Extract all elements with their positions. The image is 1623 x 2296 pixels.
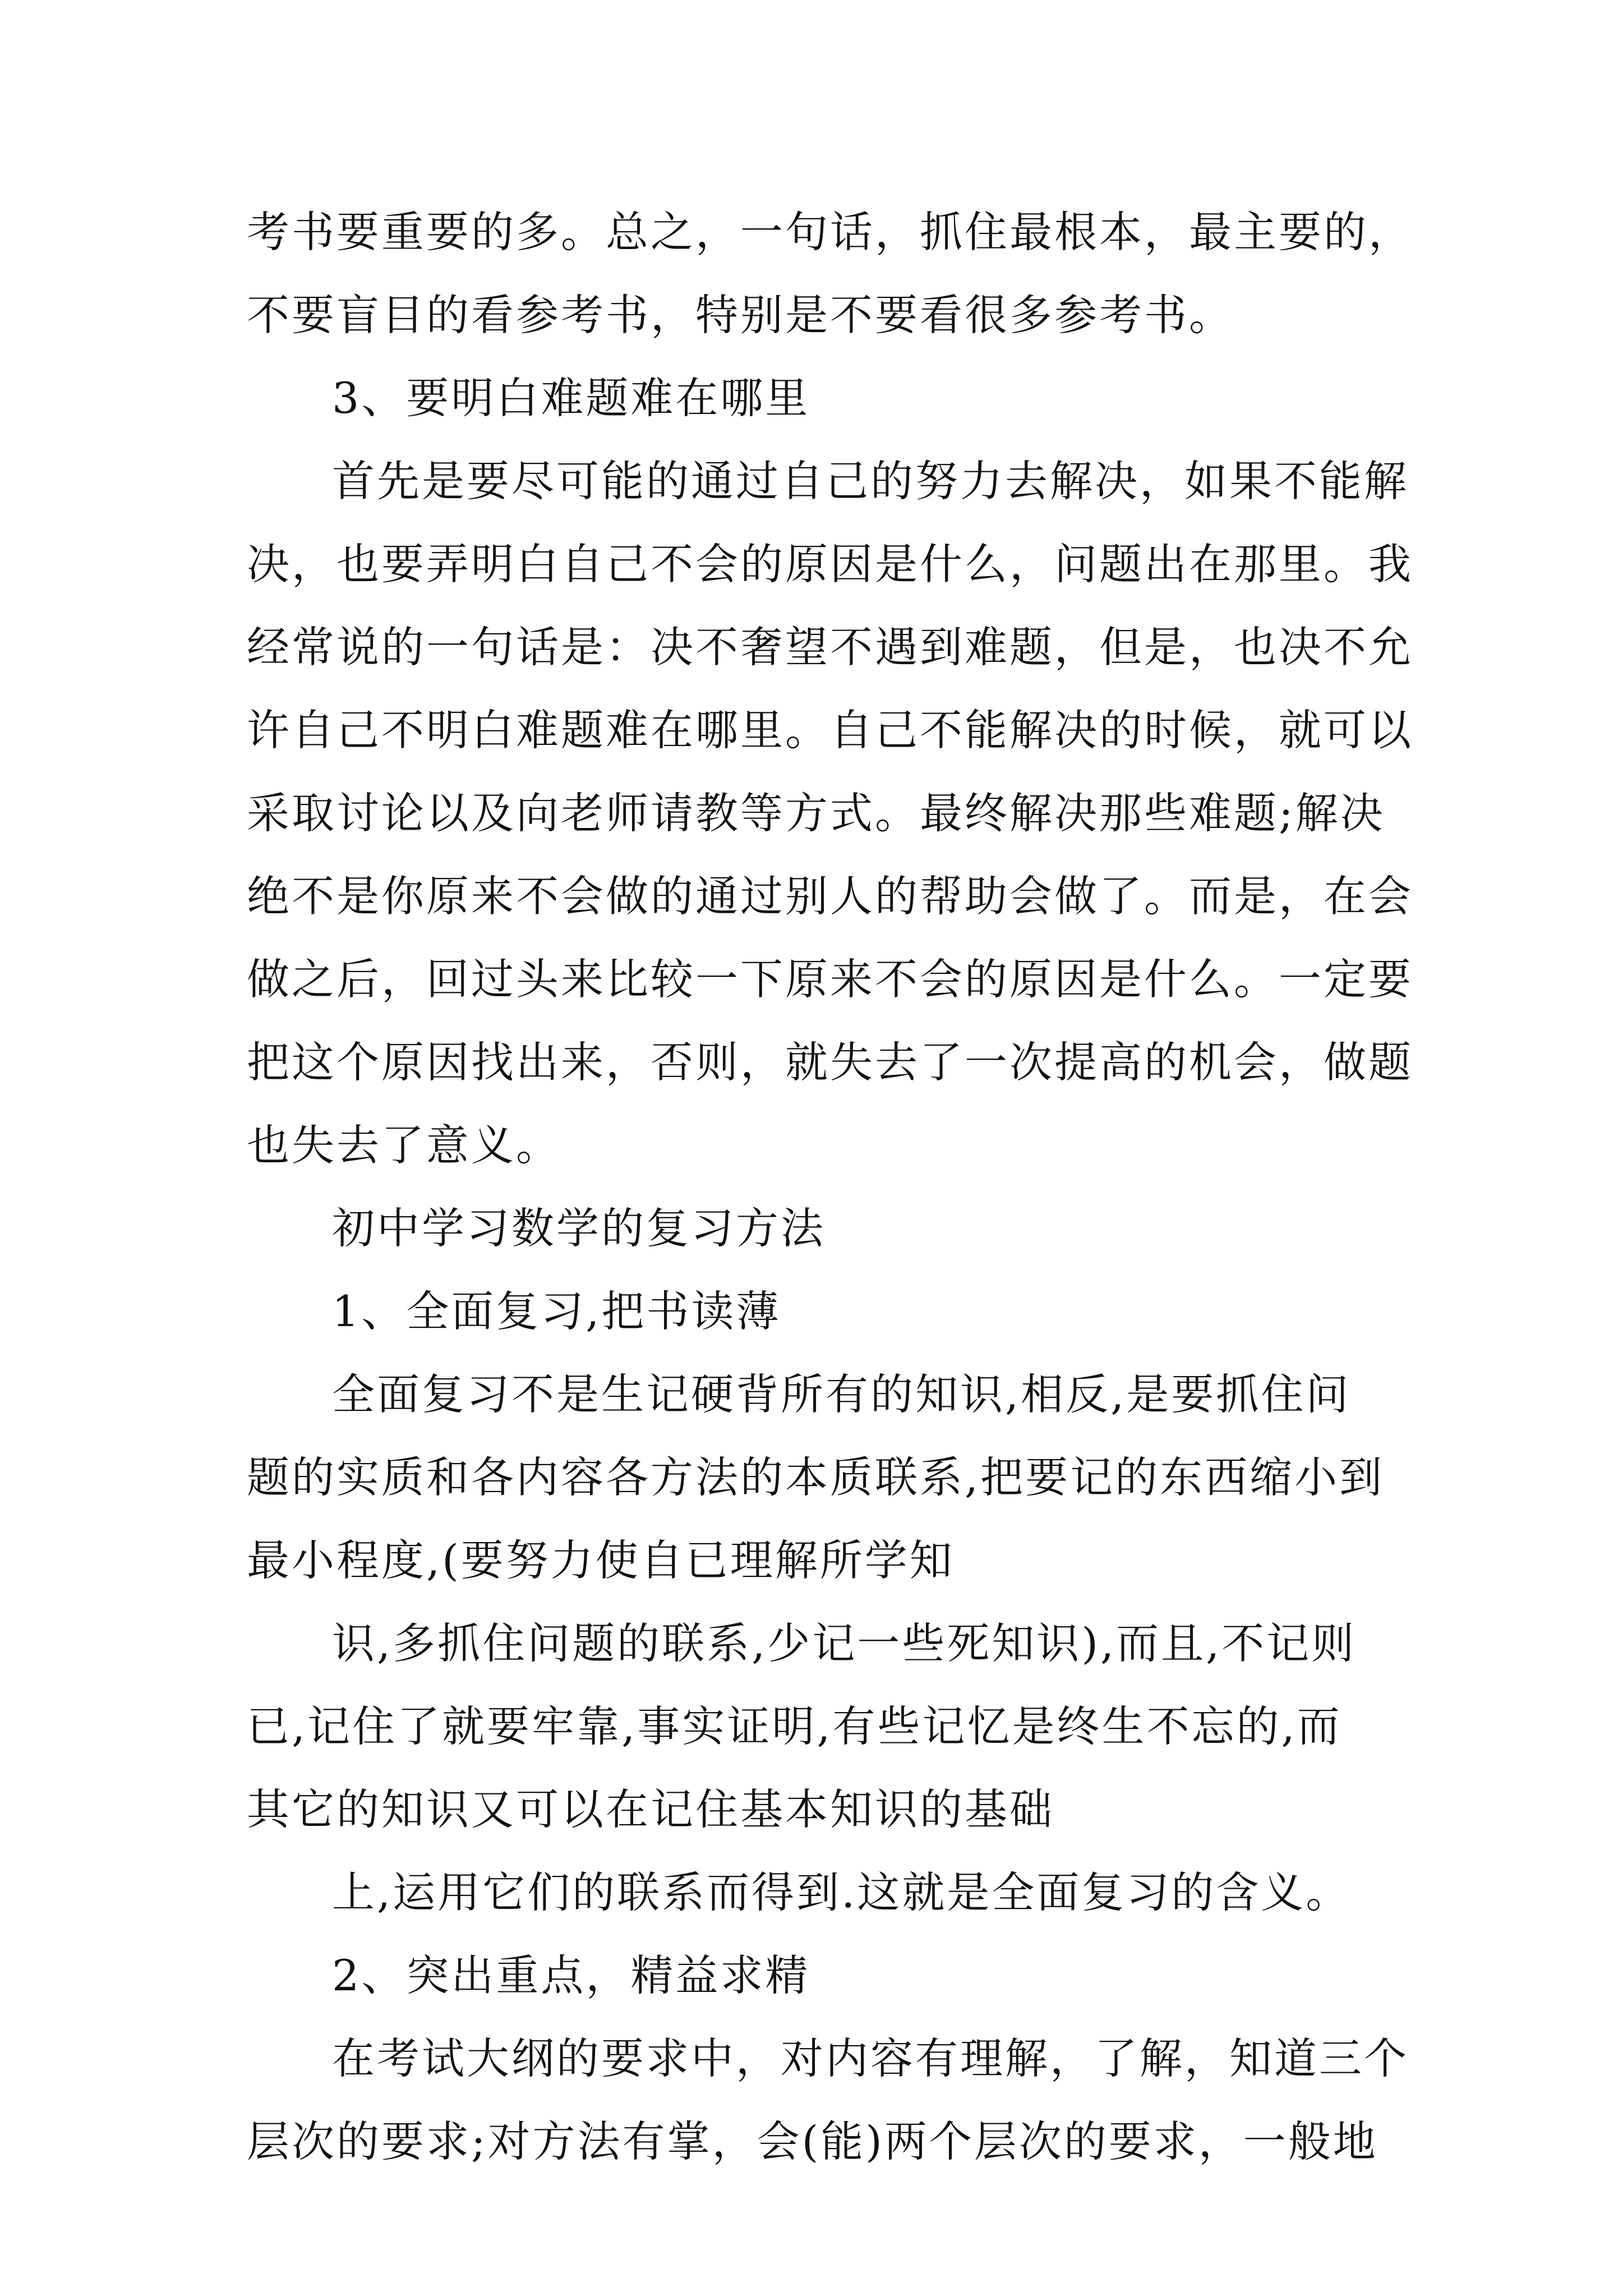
- text-line: 首先是要尽可能的通过自己的努力去解决，如果不能解: [332, 456, 1409, 506]
- text-line: 决，也要弄明白自己不会的原因是什么，问题出在那里。我: [247, 539, 1413, 589]
- text-line: 绝不是你原来不会做的通过别人的帮助会做了。而是，在会: [247, 871, 1413, 921]
- text-line: 初中学习数学的复习方法: [332, 1203, 826, 1253]
- text-line: 2、突出重点，精益求精: [332, 1950, 810, 2000]
- text-line: 也失去了意义。: [247, 1120, 561, 1170]
- text-line: 最小程度,(要努力使自已理解所学知: [247, 1535, 955, 1585]
- text-line: 1、全面复习,把书读薄: [332, 1286, 781, 1336]
- text-line: 识,多抓住问题的联系,少记一些死知识),而且,不记则: [332, 1618, 1357, 1668]
- text-line: 不要盲目的看参考书，特别是不要看很多参考书。: [247, 290, 1234, 340]
- text-line: 3、要明白难题难在哪里: [332, 373, 810, 423]
- text-line: 已,记住了就要牢靠,事实证明,有些记忆是终生不忘的,而: [247, 1701, 1342, 1751]
- text-line: 考书要重要的多。总之，一句话，抓住最根本，最主要的，: [247, 207, 1413, 257]
- document-body: [247, 191, 1413, 2183]
- text-line: 其它的知识又可以在记住基本知识的基础: [247, 1784, 1054, 1834]
- text-line: 经常说的一句话是：决不奢望不遇到难题，但是，也决不允: [247, 622, 1413, 672]
- text-line: 采取讨论以及向老师请教等方式。最终解决那些难题;解决: [247, 788, 1385, 838]
- text-line: 许自己不明白难题难在哪里。自己不能解决的时候，就可以: [247, 705, 1413, 755]
- text-line: 全面复习不是生记硬背所有的知识,相反,是要抓住问: [332, 1369, 1351, 1419]
- text-line: 层次的要求;对方法有掌，会(能)两个层次的要求，一般地: [247, 2116, 1378, 2166]
- text-line: 上,运用它们的联系而得到.这就是全面复习的含义。: [332, 1867, 1351, 1917]
- text-line: 题的实质和各内容各方法的本质联系,把要记的东西缩小到: [247, 1452, 1385, 1502]
- text-line: 做之后，回过头来比较一下原来不会的原因是什么。一定要: [247, 954, 1413, 1004]
- text-line: 在考试大纲的要求中，对内容有理解，了解，知道三个: [332, 2033, 1409, 2083]
- text-line: 把这个原因找出来，否则，就失去了一次提高的机会，做题: [247, 1037, 1413, 1087]
